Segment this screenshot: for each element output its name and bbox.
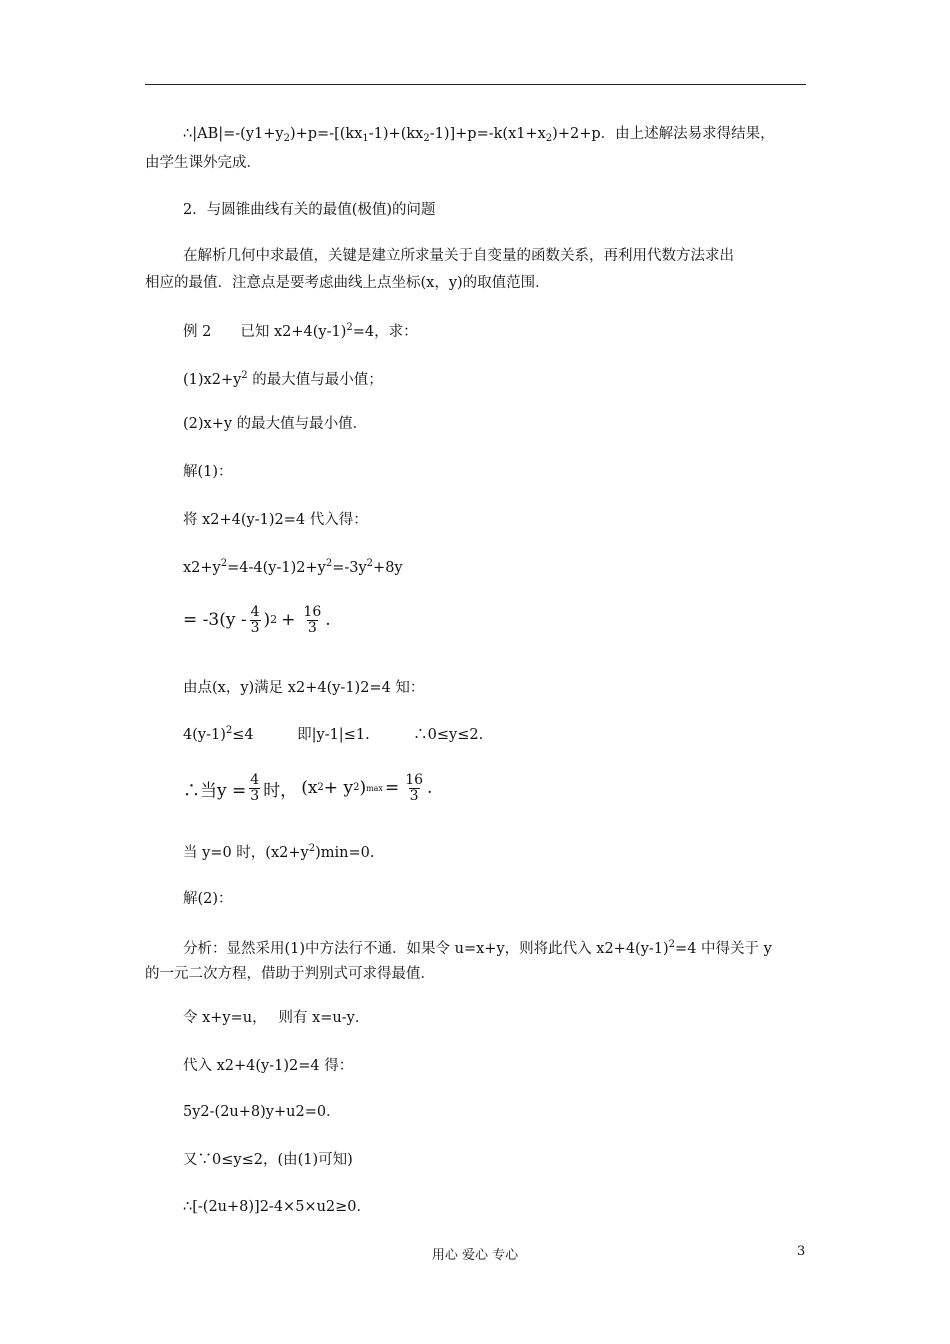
text-line-24: ∴[-(2u+8)]2-4×5×u2≥0． bbox=[183, 1199, 372, 1215]
fraction-16-3-b: $\frac{16}{3}$ bbox=[405, 771, 424, 804]
header-rule bbox=[145, 84, 806, 85]
text-line-1: $\therefore|AB|=-(y1+y_2)+p=-[(kx_1-1)+(kx_2-1)]+p=-k(x1+x_2)+2+p$．由上述解法易求得结果， bbox=[183, 126, 775, 144]
text-line-11: $x2+y^2=4-4(y-1)2+y^2=-3y^2+8y$ bbox=[183, 558, 403, 576]
question-2: (2)x+y 的最大值与最小值． bbox=[183, 416, 368, 432]
fraction-4-3: $\frac{4}{3}$ bbox=[250, 603, 260, 636]
page-footer: 用心 爱心 专心 bbox=[431, 1248, 519, 1263]
text-line-14: $4(y-1)^2\le 4$ 即|y-1|≤1. ∴0≤y≤2. bbox=[183, 725, 484, 743]
example-title: 例 2 已知 $x2+4(y-1)^2=4$，求： bbox=[183, 322, 418, 340]
solution-2-heading: 解(2)： bbox=[183, 891, 233, 907]
equation-1: = -3(y - $\frac{4}{3}$ ) 2 + $\frac{16}{3}$ . bbox=[183, 603, 331, 636]
text-line-13: 由点(x，y)满足 x2+4(y-1)2=4 知： bbox=[183, 680, 425, 696]
page-number: 3 bbox=[797, 1244, 806, 1259]
section-heading: 2．与圆锥曲线有关的最值(极值)的问题 bbox=[183, 202, 436, 218]
solution-1-heading: 解(1)： bbox=[183, 464, 233, 480]
text-line-4: 在解析几何中求最值，关键是建立所求量关于自变量的函数关系，再利用代数方法求出 bbox=[183, 248, 734, 264]
text-line-20: 令 x+y=u， 则有 x=u-y． bbox=[183, 1010, 370, 1026]
text-line-10: 将 x2+4(y-1)2=4 代入得： bbox=[183, 512, 368, 528]
text-line-16: 当 y=0 时，$(x2+y^2)\min=0$. bbox=[183, 843, 375, 861]
fraction-4-3-b: $\frac{4}{3}$ bbox=[250, 771, 260, 804]
fraction-16-3: $\frac{16}{3}$ bbox=[303, 603, 322, 636]
equation-2: ∴当y = $\frac{4}{3}$ 时， (x 2 + y 2 ) max = $\frac{16}{3}$ . bbox=[183, 771, 433, 804]
text-line-23: 又∵0≤y≤2，(由(1)可知) bbox=[183, 1152, 353, 1168]
text-line-18: 分析：显然采用(1)中方法行不通．如果令 u=x+y，则将此代入 $x2+4(y-1)^2=4$ 中得关于 y bbox=[183, 939, 772, 957]
text-line-2: 由学生课外完成． bbox=[145, 155, 261, 171]
text-line-22: 5y2-(2u+8)y+u2=0． bbox=[183, 1104, 341, 1120]
text-line-5: 相应的最值．注意点是要考虑曲线上点坐标(x，y)的取值范围． bbox=[145, 275, 550, 291]
text-line-21: 代入 x2+4(y-1)2=4 得： bbox=[183, 1058, 354, 1074]
text-line-19: 的一元二次方程，借助于判别式可求得最值． bbox=[145, 966, 435, 982]
question-1: $(1)x2+y^2$ 的最大值与最小值； bbox=[183, 370, 383, 388]
